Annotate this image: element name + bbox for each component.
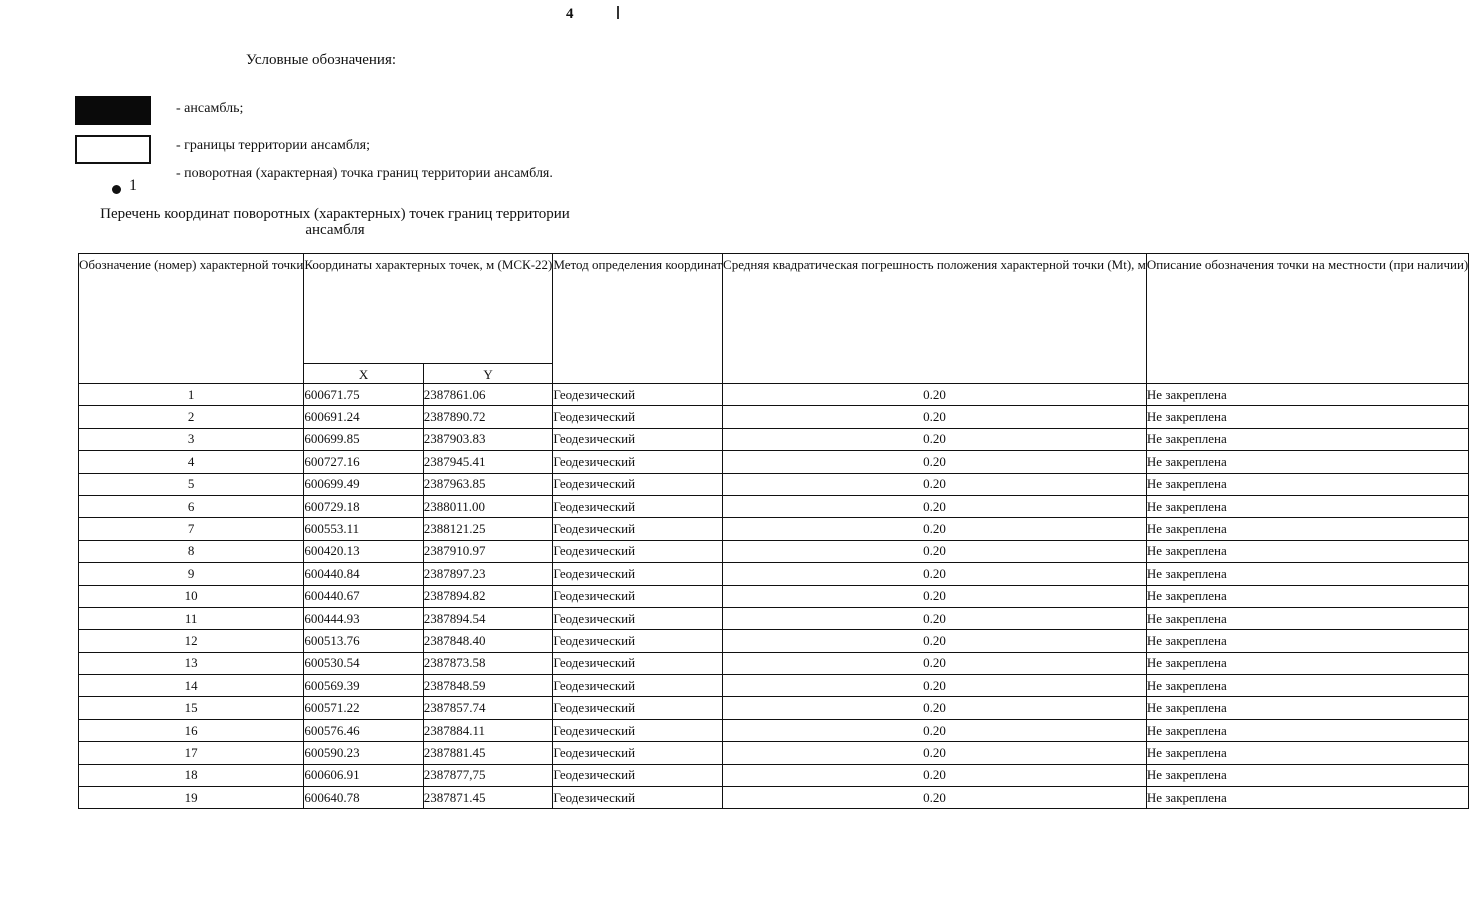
cell-description: Не закреплена <box>1146 585 1468 607</box>
cell-number: 5 <box>79 473 304 495</box>
coordinates-list-title: Перечень координат поворотных (характерных) точек границ территории ансамбля <box>100 206 570 238</box>
cell-number: 8 <box>79 540 304 562</box>
legend-point-dot-icon <box>112 185 121 194</box>
cell-y: 2387897.23 <box>423 563 553 585</box>
cell-number: 15 <box>79 697 304 719</box>
cell-error: 0.20 <box>723 495 1147 517</box>
page-number: 4 <box>566 6 574 22</box>
cell-method: Геодезический <box>553 697 723 719</box>
legend-ensemble-text: - ансамбль; <box>176 101 244 116</box>
cell-number: 4 <box>79 451 304 473</box>
cell-description: Не закреплена <box>1146 406 1468 428</box>
cell-y: 2387873.58 <box>423 652 553 674</box>
cell-number: 3 <box>79 428 304 450</box>
cell-x: 600530.54 <box>304 652 423 674</box>
table-row <box>79 495 1469 517</box>
cell-x: 600553.11 <box>304 518 423 540</box>
header-method: Метод определения координат <box>553 254 723 384</box>
cell-error: 0.20 <box>723 787 1147 809</box>
cell-number: 16 <box>79 719 304 741</box>
cell-x: 600440.84 <box>304 563 423 585</box>
page-margin-mark <box>617 6 619 19</box>
cell-number: 17 <box>79 742 304 764</box>
coordinates-table <box>78 253 1469 809</box>
cell-description: Не закреплена <box>1146 787 1468 809</box>
cell-number: 19 <box>79 787 304 809</box>
cell-x: 600576.46 <box>304 719 423 741</box>
cell-error: 0.20 <box>723 406 1147 428</box>
cell-error: 0.20 <box>723 563 1147 585</box>
cell-description: Не закреплена <box>1146 540 1468 562</box>
cell-method: Геодезический <box>553 764 723 786</box>
cell-x: 600729.18 <box>304 495 423 517</box>
cell-x: 600671.75 <box>304 384 423 406</box>
cell-x: 600513.76 <box>304 630 423 652</box>
cell-x: 600440.67 <box>304 585 423 607</box>
cell-error: 0.20 <box>723 652 1147 674</box>
legend-point-text <box>176 164 556 184</box>
cell-error: 0.20 <box>723 607 1147 629</box>
cell-y: 2388121.25 <box>423 518 553 540</box>
cell-number: 18 <box>79 764 304 786</box>
table-row <box>79 742 1469 764</box>
cell-method: Геодезический <box>553 719 723 741</box>
header-coordinates: Координаты характерных точек, м (МСК-22) <box>304 254 553 364</box>
table-row <box>79 384 1469 406</box>
cell-x: 600444.93 <box>304 607 423 629</box>
cell-y: 2387945.41 <box>423 451 553 473</box>
cell-method: Геодезический <box>553 428 723 450</box>
cell-method: Геодезический <box>553 451 723 473</box>
cell-y: 2387910.97 <box>423 540 553 562</box>
cell-method: Геодезический <box>553 787 723 809</box>
legend-point-text-content: - поворотная (характерная) точка границ территории ансамбля. <box>176 166 553 181</box>
header-designation: Обозначение (номер) характерной точки <box>79 254 304 384</box>
table-row <box>79 652 1469 674</box>
cell-x: 600699.49 <box>304 473 423 495</box>
cell-x: 600699.85 <box>304 428 423 450</box>
cell-y: 2387881.45 <box>423 742 553 764</box>
cell-error: 0.20 <box>723 384 1147 406</box>
cell-x: 600727.16 <box>304 451 423 473</box>
cell-description: Не закреплена <box>1146 495 1468 517</box>
cell-number: 9 <box>79 563 304 585</box>
cell-number: 10 <box>79 585 304 607</box>
cell-description: Не закреплена <box>1146 607 1468 629</box>
cell-x: 600590.23 <box>304 742 423 764</box>
table-row <box>79 719 1469 741</box>
table-row <box>79 787 1469 809</box>
cell-error: 0.20 <box>723 540 1147 562</box>
cell-x: 600569.39 <box>304 675 423 697</box>
legend-ensemble-swatch <box>75 96 151 125</box>
cell-method: Геодезический <box>553 518 723 540</box>
cell-error: 0.20 <box>723 451 1147 473</box>
table-row <box>79 585 1469 607</box>
cell-y: 2387894.82 <box>423 585 553 607</box>
cell-description: Не закреплена <box>1146 384 1468 406</box>
cell-number: 13 <box>79 652 304 674</box>
cell-y: 2387848.59 <box>423 675 553 697</box>
cell-description: Не закреплена <box>1146 764 1468 786</box>
cell-method: Геодезический <box>553 495 723 517</box>
cell-error: 0.20 <box>723 630 1147 652</box>
cell-x: 600691.24 <box>304 406 423 428</box>
header-y: Y <box>423 364 553 384</box>
header-description: Описание обозначения точки на местности (при наличии) <box>1146 254 1468 384</box>
cell-y: 2387871.45 <box>423 787 553 809</box>
cell-number: 2 <box>79 406 304 428</box>
cell-method: Геодезический <box>553 563 723 585</box>
table-row <box>79 540 1469 562</box>
cell-number: 14 <box>79 675 304 697</box>
cell-description: Не закреплена <box>1146 742 1468 764</box>
cell-error: 0.20 <box>723 719 1147 741</box>
cell-method: Геодезический <box>553 473 723 495</box>
cell-description: Не закреплена <box>1146 630 1468 652</box>
cell-y: 2387857.74 <box>423 697 553 719</box>
cell-method: Геодезический <box>553 630 723 652</box>
cell-x: 600571.22 <box>304 697 423 719</box>
table-row <box>79 607 1469 629</box>
table-row <box>79 563 1469 585</box>
cell-y: 2387890.72 <box>423 406 553 428</box>
cell-description: Не закреплена <box>1146 697 1468 719</box>
cell-error: 0.20 <box>723 742 1147 764</box>
legend-boundary-text: - границы территории ансамбля; <box>176 138 370 153</box>
cell-method: Геодезический <box>553 652 723 674</box>
cell-error: 0.20 <box>723 675 1147 697</box>
cell-number: 11 <box>79 607 304 629</box>
cell-description: Не закреплена <box>1146 518 1468 540</box>
cell-method: Геодезический <box>553 540 723 562</box>
cell-x: 600606.91 <box>304 764 423 786</box>
cell-method: Геодезический <box>553 675 723 697</box>
cell-error: 0.20 <box>723 518 1147 540</box>
cell-number: 1 <box>79 384 304 406</box>
cell-description: Не закреплена <box>1146 451 1468 473</box>
cell-error: 0.20 <box>723 697 1147 719</box>
cell-method: Геодезический <box>553 742 723 764</box>
table-row <box>79 697 1469 719</box>
cell-y: 2387894.54 <box>423 607 553 629</box>
cell-method: Геодезический <box>553 585 723 607</box>
cell-y: 2387877,75 <box>423 764 553 786</box>
table-row <box>79 764 1469 786</box>
table-row <box>79 428 1469 450</box>
table-row <box>79 473 1469 495</box>
header-x: X <box>304 364 423 384</box>
cell-description: Не закреплена <box>1146 428 1468 450</box>
legend-point-marker-label: 1 <box>129 177 137 194</box>
cell-error: 0.20 <box>723 585 1147 607</box>
cell-y: 2387884.11 <box>423 719 553 741</box>
legend-title: Условные обозначения: <box>246 52 397 68</box>
cell-x: 600640.78 <box>304 787 423 809</box>
cell-number: 6 <box>79 495 304 517</box>
cell-description: Не закреплена <box>1146 473 1468 495</box>
cell-y: 2387903.83 <box>423 428 553 450</box>
header-error: Средняя квадратическая погрешность положения характерной точки (Mt), м <box>723 254 1147 384</box>
cell-y: 2387861.06 <box>423 384 553 406</box>
cell-method: Геодезический <box>553 384 723 406</box>
cell-error: 0.20 <box>723 428 1147 450</box>
table-row <box>79 406 1469 428</box>
cell-method: Геодезический <box>553 607 723 629</box>
cell-error: 0.20 <box>723 764 1147 786</box>
cell-y: 2387963.85 <box>423 473 553 495</box>
cell-y: 2387848.40 <box>423 630 553 652</box>
cell-number: 12 <box>79 630 304 652</box>
cell-error: 0.20 <box>723 473 1147 495</box>
cell-description: Не закреплена <box>1146 719 1468 741</box>
cell-method: Геодезический <box>553 406 723 428</box>
table-row <box>79 518 1469 540</box>
cell-description: Не закреплена <box>1146 675 1468 697</box>
cell-description: Не закреплена <box>1146 563 1468 585</box>
legend-boundary-swatch <box>75 135 151 164</box>
cell-description: Не закреплена <box>1146 652 1468 674</box>
cell-number: 7 <box>79 518 304 540</box>
table-row <box>79 675 1469 697</box>
cell-y: 2388011.00 <box>423 495 553 517</box>
table-row <box>79 630 1469 652</box>
table-row <box>79 451 1469 473</box>
cell-x: 600420.13 <box>304 540 423 562</box>
